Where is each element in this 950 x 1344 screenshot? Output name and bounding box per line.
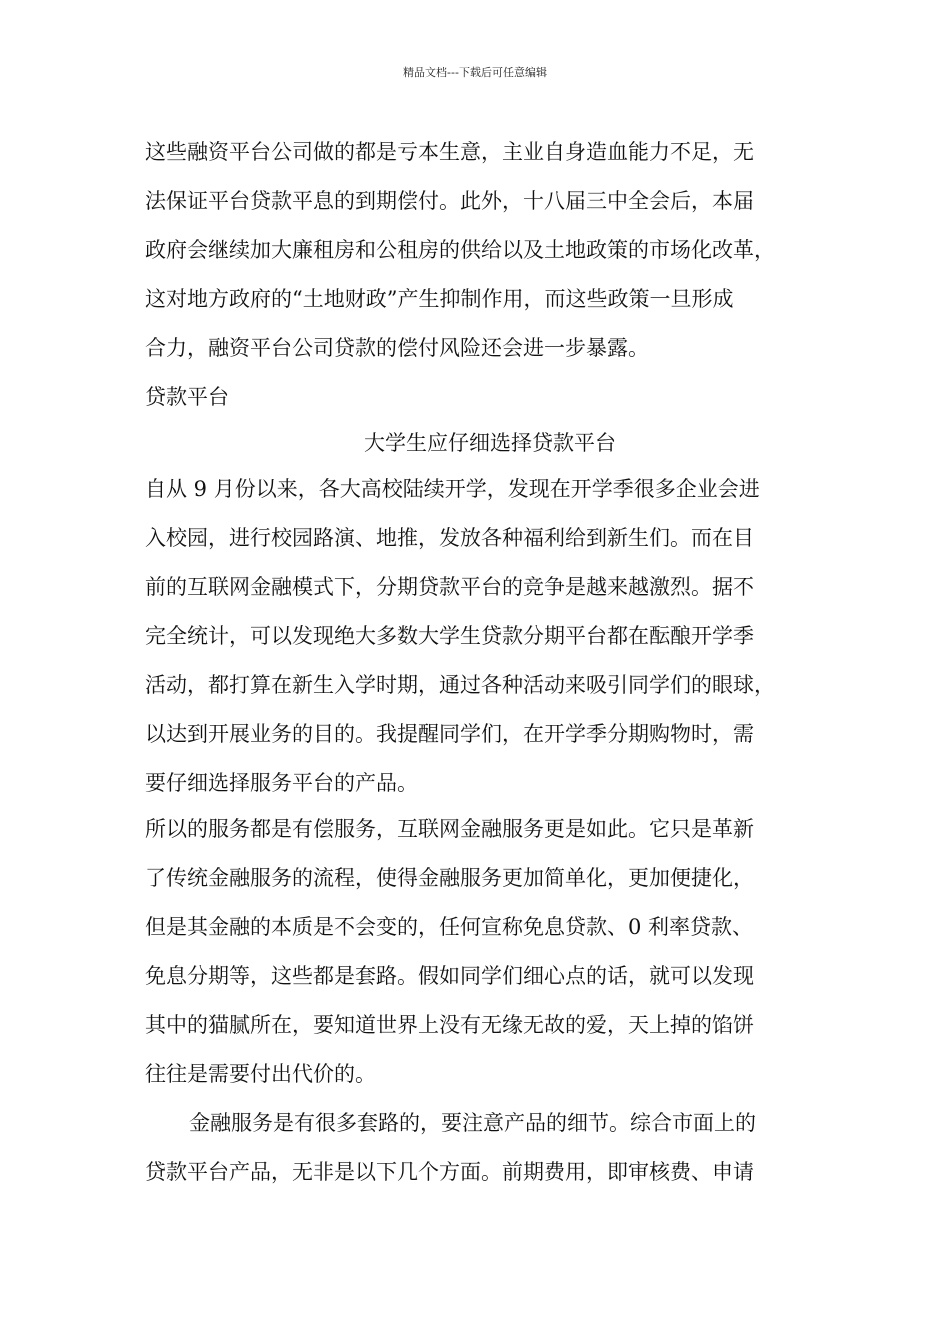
paragraph-line: 免息分期等，这些都是套路。假如同学们细心点的话，就可以发现 [145, 964, 754, 988]
paragraph-line: 法保证平台贷款平息的到期偿付。此外，十八届三中全会后，本届 [145, 189, 754, 213]
paragraph-line: 合力，融资平台公司贷款的偿付风险还会进一步暴露。 [145, 336, 649, 360]
paragraph-line: 自从 9 月份以来，各大高校陆续开学，发现在开学季很多企业会进 [145, 477, 760, 501]
paragraph-line: 金融服务是有很多套路的，要注意产品的细节。综合市面上的 [189, 1111, 756, 1135]
paragraph-line: 要仔细选择服务平台的产品。 [145, 771, 418, 795]
paragraph-line: 入校园，进行校园路演、地推，发放各种福利给到新生们。而在目 [145, 526, 754, 550]
section-heading: 贷款平台 [145, 385, 229, 409]
article-title: 大学生应仔细选择贷款平台 [364, 431, 616, 455]
paragraph-line: 前的互联网金融模式下，分期贷款平台的竞争是越来越激烈。据不 [145, 575, 754, 599]
paragraph-line: 完全统计，可以发现绝大多数大学生贷款分期平台都在酝酿开学季 [145, 624, 754, 648]
paragraph-line: 政府会继续加大廉租房和公租房的供给以及土地政策的市场化改革， [145, 238, 775, 262]
document-body [145, 134, 835, 1203]
paragraph-line: 所以的服务都是有偿服务，互联网金融服务更是如此。它只是革新 [145, 817, 754, 841]
paragraph-line: 往往是需要付出代价的。 [145, 1062, 376, 1086]
page-header: 精品文档---下载后可任意编辑 [403, 66, 547, 79]
paragraph-line: 这对地方政府的“土地财政”产生抑制作用，而这些政策一旦形成 [145, 287, 734, 311]
paragraph-line: 这些融资平台公司做的都是亏本生意，主业自身造血能力不足，无 [145, 140, 754, 164]
paragraph-line: 贷款平台产品，无非是以下几个方面。前期费用，即审核费、申请 [145, 1160, 754, 1184]
paragraph-line: 活动，都打算在新生入学时期，通过各种活动来吸引同学们的眼球， [145, 673, 775, 697]
paragraph-line: 其中的猫腻所在，要知道世界上没有无缘无故的爱，天上掉的馅饼 [145, 1013, 754, 1037]
paragraph-line: 以达到开展业务的目的。我提醒同学们，在开学季分期购物时，需 [145, 722, 754, 746]
paragraph-line: 但是其金融的本质是不会变的，任何宣称免息贷款、0 利率贷款、 [145, 915, 754, 939]
paragraph-line: 了传统金融服务的流程，使得金融服务更加简单化，更加便捷化， [145, 866, 754, 890]
